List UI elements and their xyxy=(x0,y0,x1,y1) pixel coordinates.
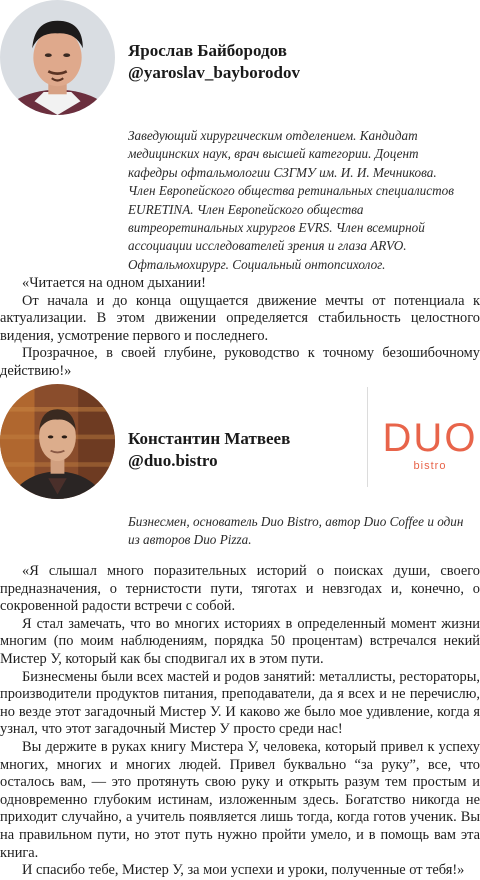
person2-handle: @duo.bistro xyxy=(128,451,218,470)
person1-name-block xyxy=(128,40,468,84)
testimonial-1-paragraph: Прозрачное, в своей глубине, руководство к точному безошибочному действию!» xyxy=(0,345,480,379)
testimonial-1-paragraph: От начала и до конца ощущается движение мечты от потенциала к актуализации. В этом движении определяется стабильность целостного видения, усмотрение первого и последнего. xyxy=(0,292,480,344)
testimonial-2 xyxy=(0,563,480,880)
avatar-yaroslav xyxy=(0,0,115,115)
testimonial-2-paragraph: Бизнесмены были всех мастей и родов занятий: металлисты, рестораторы, производители продуктов питания, преподаватели, да я всех и не перечислю, но везде этот загадочный Мистер У. И каково же было мое удивление, когда я узнал, что этот загадочный Мистер У просто среди нас! xyxy=(0,668,480,738)
testimonial-2-paragraph: «Я слышал много поразительных историй о поисках души, своего предназначения, о тернистости пути, тяготах и невзгодах и, конечно, о сокровенной радости встречи с собой. xyxy=(0,563,480,615)
duo-logo-word: DUO xyxy=(382,416,478,460)
person2-bio: Бизнесмен, основатель Duo Bistro, автор Duo Coffee и один из авторов Duo Pizza. xyxy=(128,514,464,548)
testimonial-1 xyxy=(0,275,480,381)
duo-logo-subtitle: bistro xyxy=(413,460,447,472)
testimonial-2-paragraph: Вы держите в руках книгу Мистера У, человека, который привел к успеху многих, многих и многих людей. Привел буквально “за руку”, все, что осталось вам, — это протянуть свою руку и открыть разум тем простым и одновременно глубоким истинам, изложенным здесь. Богатство никогда не приходит случайно, а учитель появляется лишь тогда, когда готов ученик. Вы на правильном пути, но этот путь нужно пройти умело, и в помощь вам эта книга. xyxy=(0,738,480,861)
portrait-photo-icon xyxy=(0,384,115,499)
logo-divider xyxy=(367,387,368,487)
testimonial-1-paragraph: «Читается на одном дыхании! xyxy=(22,275,206,291)
duo-bistro-logo xyxy=(380,418,480,472)
person1-bio: Заведующий хирургическим отделением. Кандидат медицинских наук, врач высшей категории. Доцент кафедры офтальмологии СЗГМУ им. И. И. Мечникова. Член Европейского общества ретинальных специалистов EURETINA. Член Европейского общества витреоретинальных хирургов EVRS. Член всемирной ассоциации исследователей зрения и глаза ARVO. Офтальмохирург. Социальный онтопсихолог. xyxy=(128,128,454,272)
person2-name: Константин Матвеев xyxy=(128,429,291,448)
person2-name-block xyxy=(128,428,358,472)
person1-handle: @yaroslav_bayborodov xyxy=(128,63,300,82)
testimonial-2-paragraph: И спасибо тебе, Мистер У, за мои успехи и уроки, полученные от тебя!» xyxy=(22,862,465,879)
avatar-konstantin xyxy=(0,384,115,499)
testimonial-2-paragraph: Я стал замечать, что во многих историях в определенный момент жизни многим (по моим наблюдениям, порядка 50 процентам) встречался некий Мистер У, который как бы сподвигал их в этом пути. xyxy=(0,615,480,667)
portrait-photo-icon xyxy=(0,0,115,115)
person1-name: Ярослав Байбородов xyxy=(128,41,287,60)
